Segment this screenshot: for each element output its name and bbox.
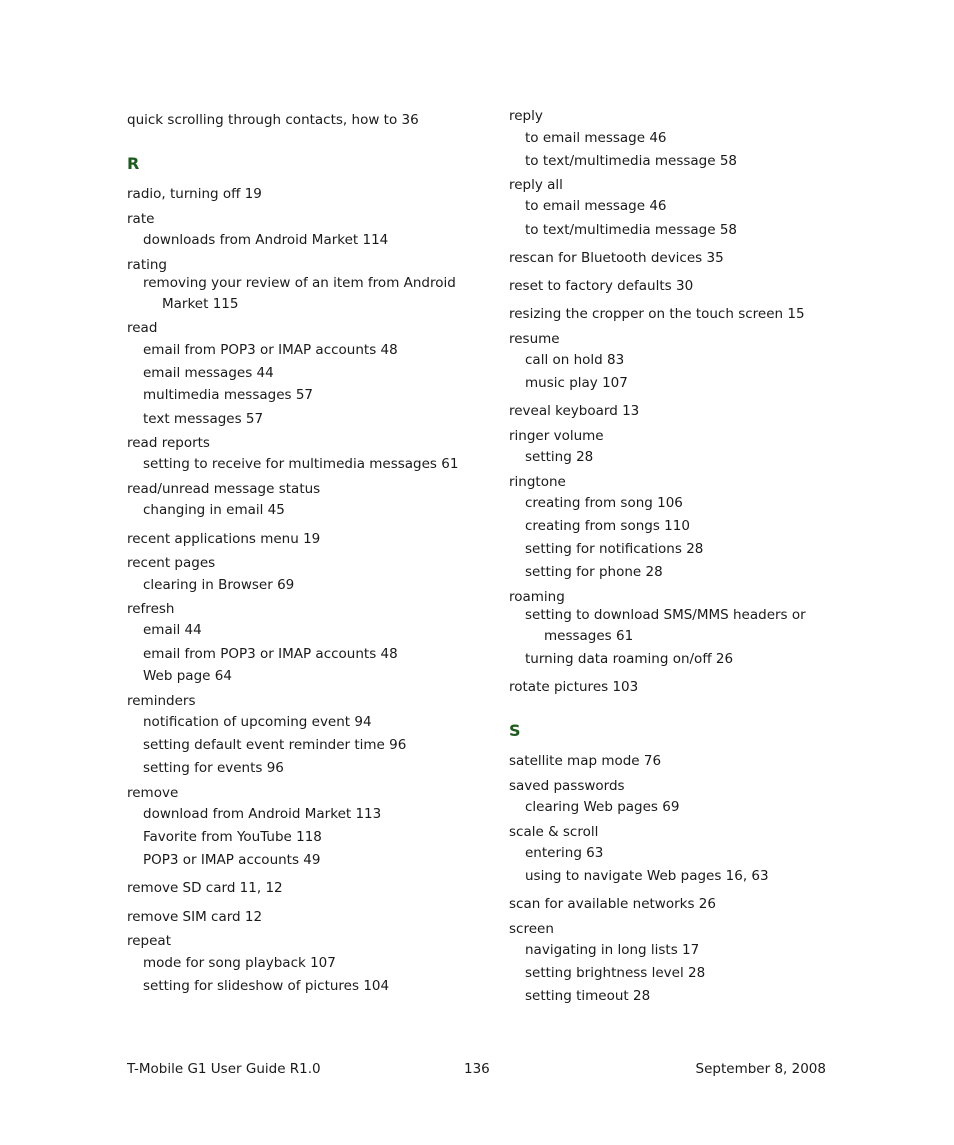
index-subentry: setting for events 96 [143,760,284,776]
index-subentry: setting to receive for multimedia messages 61 [143,456,459,472]
index-subentry: downloads from Android Market 114 [143,232,389,248]
index-subentry: entering 63 [525,845,604,861]
index-entry: repeat [127,933,172,949]
index-entry: rating [127,257,167,273]
index-subentry: clearing in Browser 69 [143,577,295,593]
index-subentry-continuation: messages 61 [544,628,634,644]
footer-page-number: 136 [464,1061,490,1077]
index-subentry: text messages 57 [143,411,264,427]
index-subentry: setting default event reminder time 96 [143,737,407,753]
index-entry: saved passwords [509,778,625,794]
index-entry: resizing the cropper on the touch screen 15 [509,306,805,322]
index-entry: reset to factory defaults 30 [509,278,694,294]
index-subentry: removing your review of an item from Android [143,275,456,291]
index-entry: scan for available networks 26 [509,896,716,912]
index-subentry: creating from song 106 [525,495,683,511]
index-subentry: mode for song playback 107 [143,955,336,971]
index-subentry: to email message 46 [525,198,667,214]
index-subentry: to text/multimedia message 58 [525,153,738,169]
index-subentry: setting 28 [525,449,594,465]
index-subentry: email from POP3 or IMAP accounts 48 [143,342,398,358]
index-subentry: Favorite from YouTube 118 [143,829,322,845]
index-entry: read/unread message status [127,481,321,497]
index-entry: rotate pictures 103 [509,679,639,695]
index-subentry: to text/multimedia message 58 [525,222,738,238]
index-entry: reveal keyboard 13 [509,403,640,419]
section-letter-s: S [509,721,521,740]
index-subentry: setting brightness level 28 [525,965,706,981]
index-entry: recent applications menu 19 [127,531,321,547]
index-subentry: setting timeout 28 [525,988,651,1004]
index-entry: reminders [127,693,196,709]
index-entry: scale & scroll [509,824,599,840]
index-entry: rate [127,211,155,227]
index-entry: satellite map mode 76 [509,753,662,769]
index-entry: reply [509,108,543,124]
index-entry: rescan for Bluetooth devices 35 [509,250,724,266]
index-entry: resume [509,331,560,347]
index-subentry: setting for notifications 28 [525,541,704,557]
index-subentry: changing in email 45 [143,502,285,518]
index-entry: remove [127,785,179,801]
index-subentry: music play 107 [525,375,628,391]
index-entry: ringtone [509,474,566,490]
index-subentry: multimedia messages 57 [143,387,314,403]
index-subentry: download from Android Market 113 [143,806,382,822]
index-subentry: email 44 [143,622,202,638]
index-entry: roaming [509,589,565,605]
index-entry: radio, turning off 19 [127,186,262,202]
index-subentry: setting to download SMS/MMS headers or [525,607,806,623]
index-subentry: creating from songs 110 [525,518,690,534]
index-subentry: notification of upcoming event 94 [143,714,372,730]
section-letter-r: R [127,154,140,173]
index-subentry: setting for phone 28 [525,564,663,580]
index-subentry: navigating in long lists 17 [525,942,700,958]
index-subentry-continuation: Market 115 [162,296,239,312]
index-entry: read [127,320,158,336]
index-entry: refresh [127,601,175,617]
index-entry: ringer volume [509,428,604,444]
index-subentry: setting for slideshow of pictures 104 [143,978,390,994]
index-subentry: Web page 64 [143,668,232,684]
index-subentry: call on hold 83 [525,352,625,368]
index-subentry: to email message 46 [525,130,667,146]
index-entry: remove SD card 11, 12 [127,880,283,896]
index-entry: remove SIM card 12 [127,909,263,925]
index-subentry: using to navigate Web pages 16, 63 [525,868,769,884]
index-subentry: email messages 44 [143,365,274,381]
index-entry: screen [509,921,554,937]
index-subentry: POP3 or IMAP accounts 49 [143,852,321,868]
index-subentry: clearing Web pages 69 [525,799,680,815]
index-entry: read reports [127,435,210,451]
footer-date: September 8, 2008 [695,1061,826,1077]
index-subentry: email from POP3 or IMAP accounts 48 [143,646,398,662]
index-entry: recent pages [127,555,216,571]
index-entry: reply all [509,177,563,193]
index-subentry: turning data roaming on/off 26 [525,651,734,667]
index-entry: quick scrolling through contacts, how to 36 [127,112,419,128]
footer-document-title: T-Mobile G1 User Guide R1.0 [127,1061,321,1077]
